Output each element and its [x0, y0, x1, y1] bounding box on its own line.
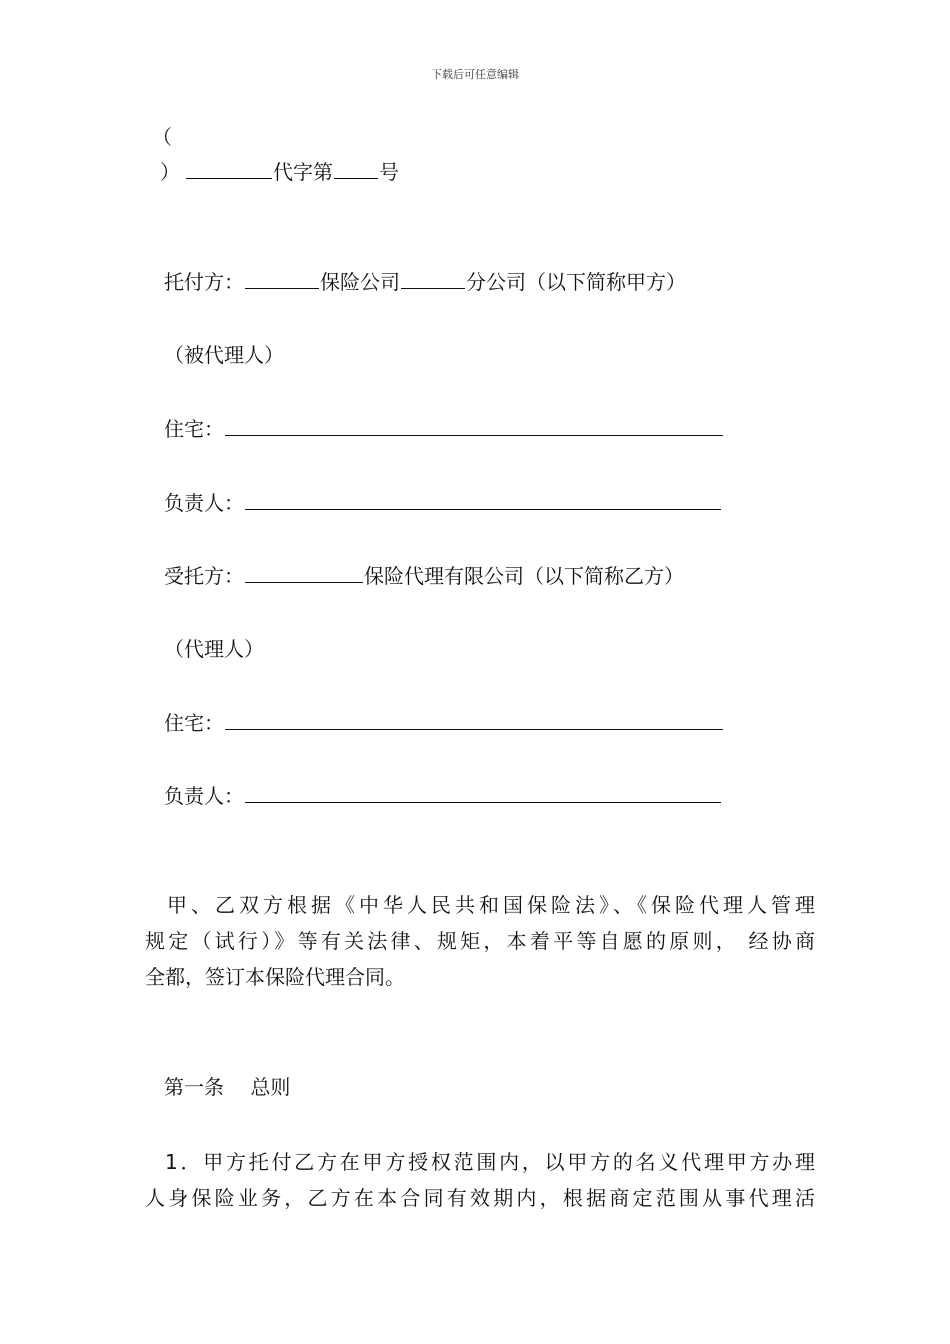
agent-company-blank: [245, 562, 363, 583]
agent-role: （代理人）: [164, 637, 264, 661]
agent-line: [164, 562, 684, 589]
agent-manager-blank: [245, 782, 721, 803]
principal-company-text: 保险公司: [320, 270, 400, 294]
doc-serial-blank: [334, 158, 378, 179]
doc-number-mid-text: 代字第: [273, 160, 333, 184]
agent-manager-label: 负责人：: [164, 784, 244, 808]
principal-label: 托付方：: [164, 270, 244, 294]
article-1-heading: 第一条 总则: [164, 1075, 291, 1099]
principal-company-blank: [245, 268, 319, 289]
agent-company-text: 保险代理有限公司（以下简称乙方）: [364, 564, 684, 588]
doc-number-end-text: 号: [379, 160, 399, 184]
principal-address-line: [164, 415, 724, 442]
doc-number-open-paren: （: [152, 125, 172, 149]
article-1-item-1-line-1: 1．甲方托付乙方在甲方授权范围内，以甲方的名义代理甲方办理: [165, 1150, 815, 1174]
principal-manager-line: [164, 489, 722, 516]
preamble-paragraph: [145, 887, 815, 995]
principal-role: （被代理人）: [164, 343, 284, 367]
preamble-line-3: 全都，签订本保险代理合同。: [145, 965, 405, 989]
doc-number: [160, 158, 399, 185]
doc-number-close-paren: ）: [160, 160, 180, 184]
agent-address-blank: [225, 709, 723, 730]
agent-address-label: 住宅：: [164, 711, 224, 735]
preamble-line-2: 规定（试行）》等有关法律、规矩，本着平等自愿的原则， 经协商: [145, 929, 815, 953]
principal-branch-blank: [401, 268, 465, 289]
principal-manager-blank: [245, 489, 721, 510]
principal-line: [164, 268, 686, 295]
principal-branch-text: 分公司（以下简称甲方）: [466, 270, 686, 294]
principal-manager-label: 负责人：: [164, 491, 244, 515]
article-1-item-1: [145, 1144, 815, 1216]
principal-address-blank: [225, 415, 723, 436]
preamble-line-1: 甲、乙双方根据《中华人民共和国保险法》、《保险代理人管理: [167, 893, 815, 917]
agent-address-line: [164, 709, 724, 736]
article-1-item-1-line-2: 人身保险业务，乙方在本合同有效期内，根据商定范围从事代理活: [145, 1186, 815, 1210]
doc-prefix-blank: [186, 158, 272, 179]
principal-address-label: 住宅：: [164, 417, 224, 441]
header-note: 下载后可任意编辑: [431, 68, 519, 81]
agent-manager-line: [164, 782, 722, 809]
agent-label: 受托方：: [164, 564, 244, 588]
